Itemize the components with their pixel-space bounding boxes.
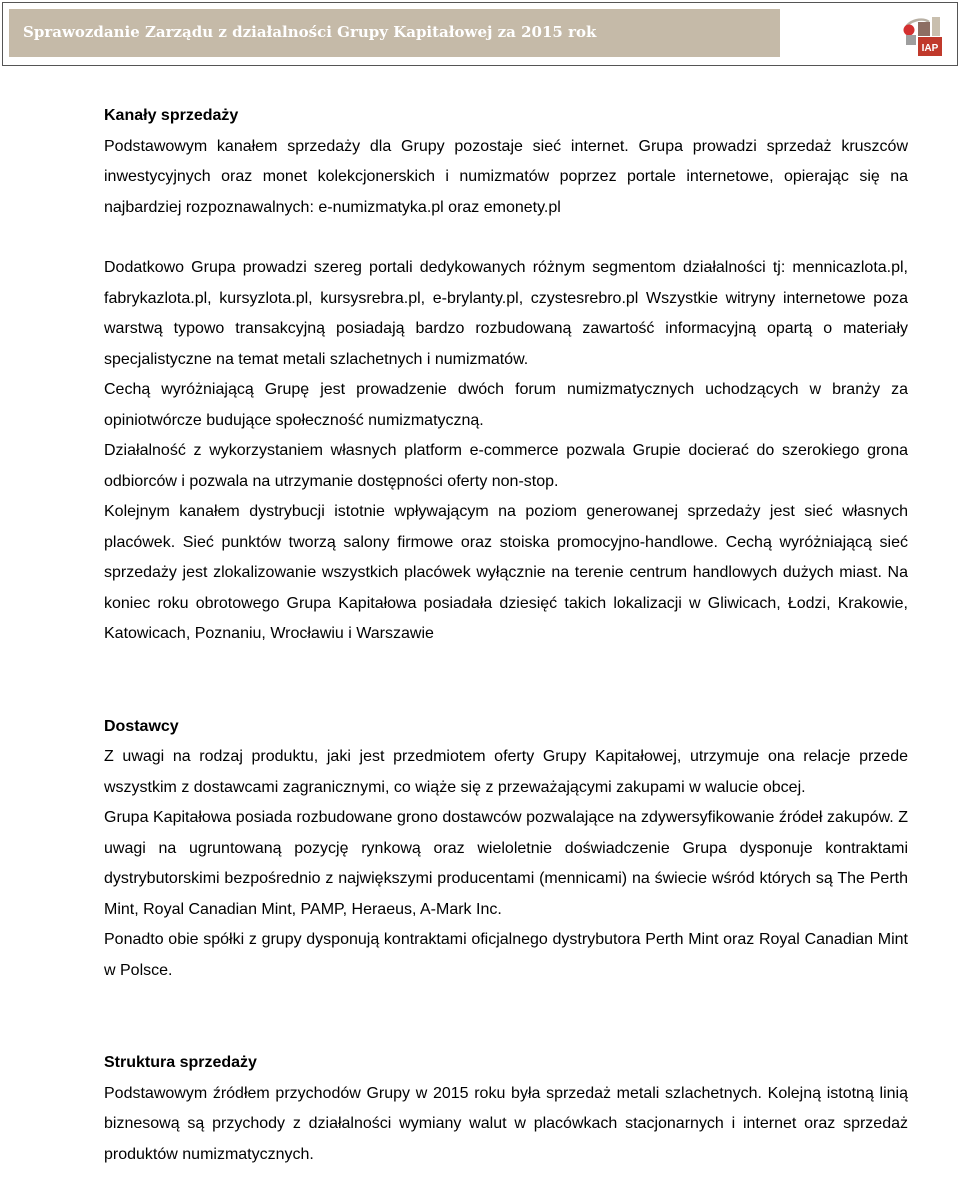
- paragraph: Dodatkowo Grupa prowadzi szereg portali dedykowanych różnym segmentom działalności tj: mennicazlota.pl, fabrykazlota.pl, kursyzlota.pl, kursysrebra.pl, e-brylanty.pl, czystesrebro.pl Wszystkie witryny internetowe poza warstwą typowo transakcyjną posiadają bardzo rozbudowaną zawartość informacyjną opartą o materiały specjalistyczne na temat metali szlachetnych i numizmatów.: [104, 259, 908, 368]
- paragraph: Kolejnym kanałem dystrybucji istotnie wpływającym na poziom generowanej sprzedaży jest sieć własnych placówek. Sieć punktów tworzą salony firmowe oraz stoiska promocyjno-handlowe. Cechą wyróżniającą sieć sprzedaży jest zlokalizowanie wszystkich placówek wyłącznie na terenie centrum handlowych dużych miast. Na koniec roku obrotowego Grupa Kapitałowa posiadała dziesięć takich lokalizacji w Gliwicach, Łodzi, Krakowie, Katowicach, Poznaniu, Wrocławiu i Warszawie: [104, 503, 908, 642]
- paragraph: Podstawowym źródłem przychodów Grupy w 2015 roku była sprzedaż metali szlachetnych. Kolejną istotną linią biznesową są przychody z działalności wymiany walut w placówkach stacjonarnych i internet oraz sprzedaż produktów numizmatycznych.: [104, 1084, 908, 1163]
- paragraph: Z uwagi na rodzaj produktu, jaki jest przedmiotem oferty Grupy Kapitałowej, utrzymuje ona relacje przede wszystkim z dostawcami zagranicznymi, co wiąże się z przeważającymi zakupami w walucie obcej.: [104, 748, 908, 796]
- paragraph: Działalność z wykorzystaniem własnych platform e-commerce pozwala Grupie docierać do szerokiego grona odbiorców i pozwala na utrzymanie dostępności oferty non-stop.: [104, 442, 908, 490]
- document-body: [104, 101, 908, 1170]
- paragraph: Grupa Kapitałowa posiada rozbudowane grono dostawców pozwalające na zdywersyfikowanie źródeł zakupów. Z uwagi na ugruntowaną pozycję rynkową oraz wieloletnie doświadczenie Grupa dysponuje kontraktami dystrybutorskimi bezpośrednio z największymi producentami (mennicami) na świecie wśród których są The Perth Mint, Royal Canadian Mint, PAMP, Heraeus, A-Mark Inc.: [104, 809, 908, 918]
- section-sales-structure: [104, 1048, 908, 1170]
- section-heading: Dostawcy: [104, 717, 179, 735]
- paragraph: Ponadto obie spółki z grupy dysponują kontraktami oficjalnego dystrybutora Perth Mint oraz Royal Canadian Mint w Polsce.: [104, 931, 908, 979]
- section-heading: Struktura sprzedaży: [104, 1054, 257, 1071]
- logo-text: IAP: [921, 43, 939, 54]
- report-title: Sprawozdanie Zarządu z działalności Grupy Kapitałowej za 2015 rok: [23, 23, 597, 41]
- iap-logo-icon: [899, 13, 945, 59]
- paragraph: Cechą wyróżniającą Grupę jest prowadzenie dwóch forum numizmatycznych uchodzących w branży za opiniotwórcze budujące społeczność numizmatyczną.: [104, 381, 908, 429]
- page-header: [2, 2, 958, 66]
- section-sales-channels: [104, 101, 908, 650]
- section-heading: Kanały sprzedaży: [104, 107, 239, 124]
- section-suppliers: [104, 712, 908, 987]
- paragraph: Podstawowym kanałem sprzedaży dla Grupy pozostaje sieć internet. Grupa prowadzi sprzedaż kruszców inwestycyjnych oraz monet kolekcjonerskich i numizmatów poprzez portale internetowe, opierając się na najbardziej rozpoznawalnych: e-numizmatyka.pl oraz emonety.pl: [104, 137, 908, 216]
- header-banner: [9, 9, 780, 57]
